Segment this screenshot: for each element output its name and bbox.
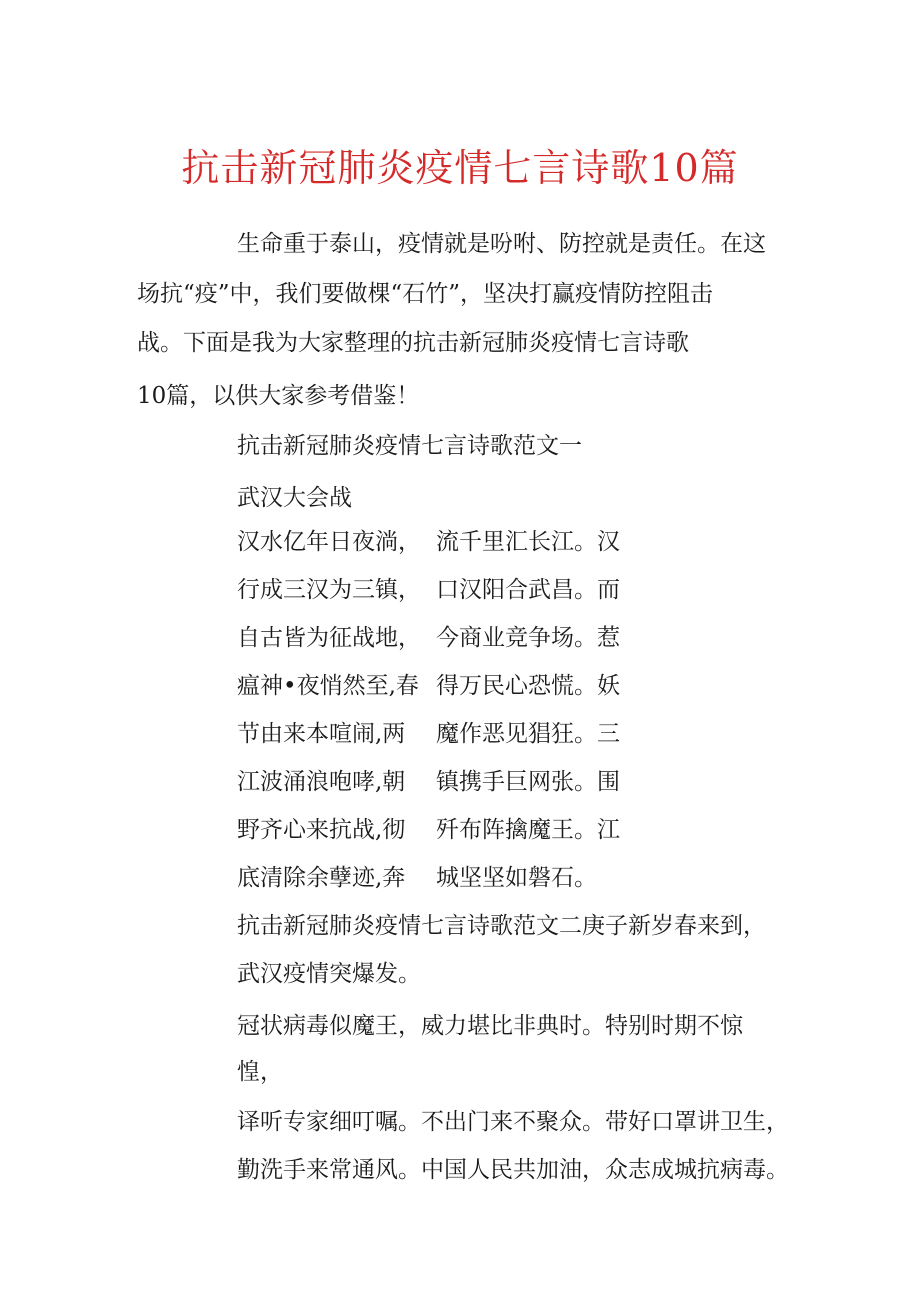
poem-line-left: 瘟神•夜悄然至,春 [237,673,419,699]
poem-line-left: 江波涌浪咆哮,朝 [237,769,406,795]
poem-line-left: 野齐心来抗战,彻 [237,817,406,843]
intro-line: 战。下面是我为大家整理的抗击新冠肺炎疫情七言诗歌 [137,330,689,356]
poem-line-left: 自古皆为征战地， [237,625,421,651]
poem-line-right: 歼布阵擒魔王。江 [436,817,620,843]
poem-line-right: 今商业竞争场。惹 [436,625,620,651]
section-heading: 抗击新冠肺炎疫情七言诗歌范文一 [237,433,582,459]
section-text-line: 译听专家细叮嘱。不出门来不聚众。带好口罩讲卫生， [237,1109,789,1135]
poem-line-right: 魔作恶见猖狂。三 [436,721,620,747]
poem-line-left: 汉水亿年日夜淌， [237,529,421,555]
poem-line-right: 得万民心恐慌。妖 [436,673,620,699]
section-text-line: 抗击新冠肺炎疫情七言诗歌范文二庚子新岁春来到， [237,913,766,939]
section-text-line: 惶， [237,1059,283,1085]
poem-line-left: 行成三汉为三镇， [237,577,421,603]
section-text-line: 勤洗手来常通风。中国人民共加油，众志成城抗病毒。 [237,1157,789,1183]
intro-line: 10篇，以供大家参考借鉴！ [137,383,420,409]
section-text-line: 冠状病毒似魔王，威力堪比非典时。特别时期不惊 [237,1013,743,1039]
intro-line: 生命重于泰山，疫情就是吩咐、防控就是责任。在这 [237,231,766,257]
poem-line-right: 城坚坚如磐石。 [436,865,597,891]
intro-line: 场抗“疫”中，我们要做棵“石竹”，坚决打赢疫情防控阻击 [137,281,714,307]
section-text-line: 武汉疫情突爆发。 [237,961,421,987]
poem-line-right: 口汉阳合武昌。而 [436,577,620,603]
document-title: 抗击新冠肺炎疫情七言诗歌10篇 [181,146,739,190]
poem-title: 武汉大会战 [237,485,352,511]
poem-line-right: 流千里汇长江。汉 [436,529,620,555]
poem-line-left: 底清除余孽迹,奔 [237,865,406,891]
poem-line-left: 节由来本喧闹,两 [237,721,406,747]
poem-line-right: 镇携手巨网张。围 [436,769,620,795]
